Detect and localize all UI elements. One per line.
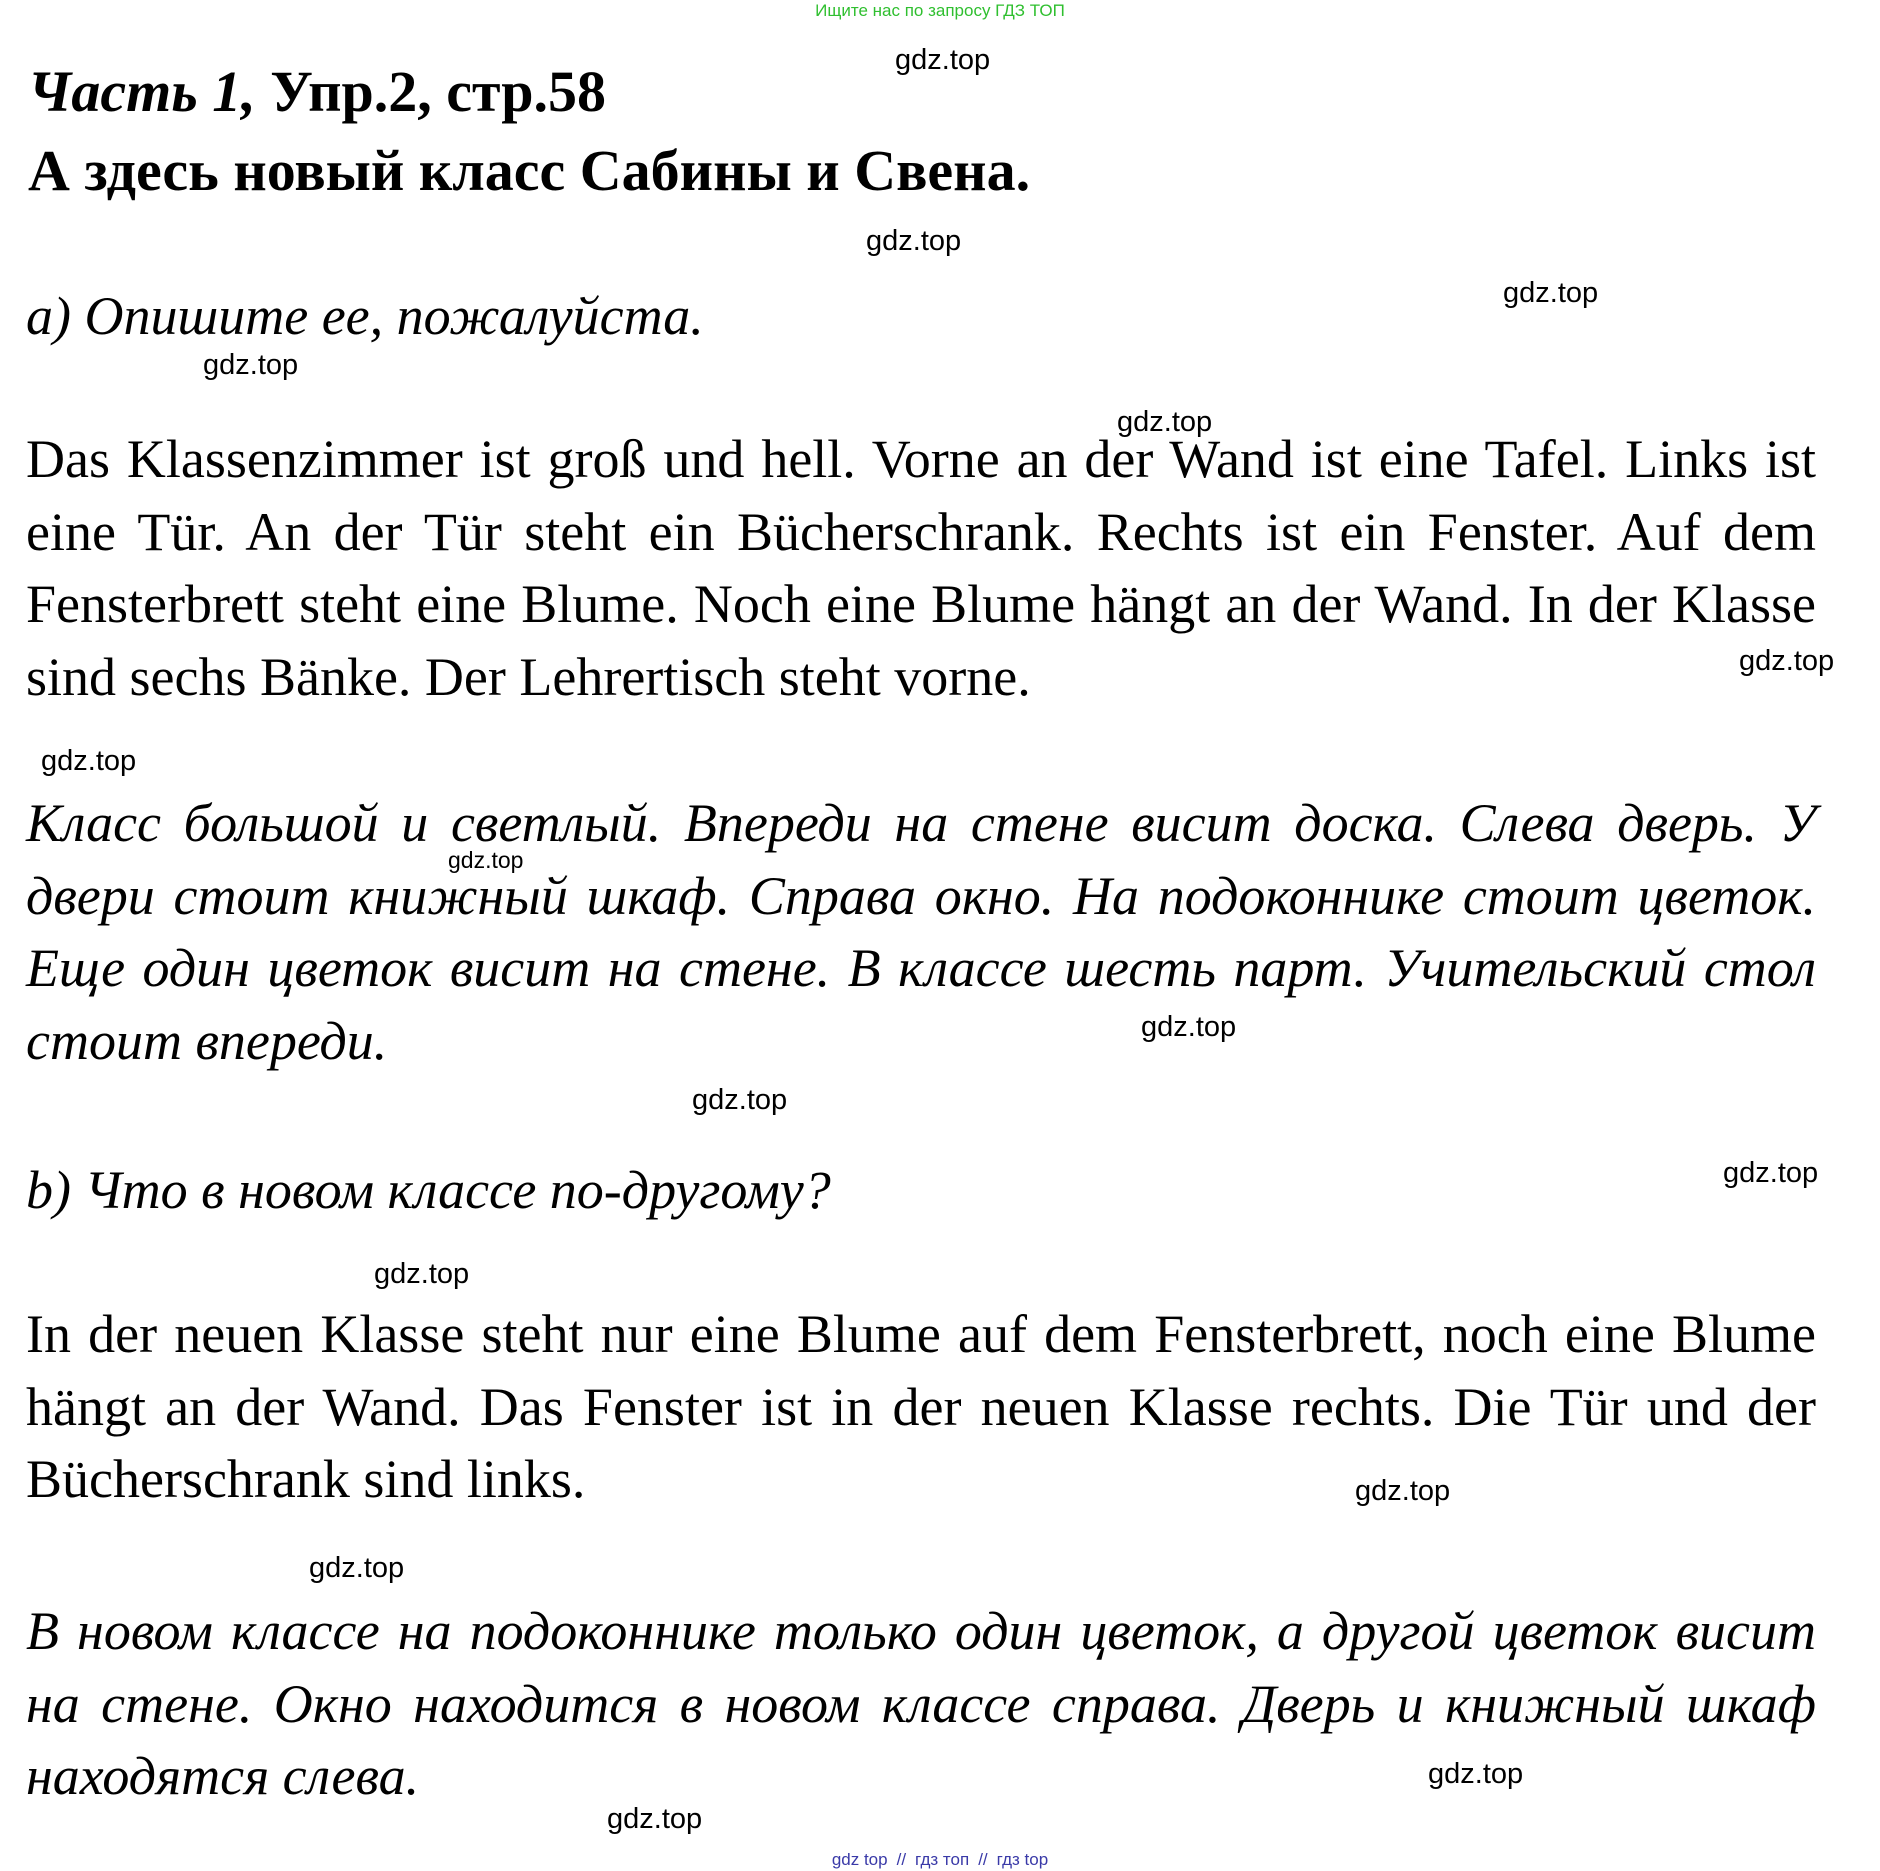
watermark: gdz.top (1355, 1475, 1451, 1507)
watermark: gdz.top (1117, 406, 1213, 438)
title-exercise: Упр.2, стр.58 (255, 59, 606, 124)
watermark: gdz.top (895, 44, 991, 76)
footer-separator: // (896, 1850, 907, 1869)
task-b-answer-russian: В новом классе на подоконнике только один цветок, а другой цветок висит на стене. Окно находится в новом классе справа. Дверь и книжный шкаф находятся слева. (26, 1601, 1816, 1806)
page-title (28, 56, 606, 128)
footer-link[interactable]: gdz top (831, 1850, 888, 1869)
watermark: gdz.top (41, 745, 137, 777)
footer-link[interactable]: гдз top (996, 1850, 1049, 1869)
title-part: Часть 1, (28, 59, 256, 124)
task-b-question: b) Что в новом классе по-другому? (26, 1160, 831, 1220)
search-hint-banner: Ищите нас по запросу ГДЗ ТОП (815, 1, 1065, 20)
task-a-answer-german: Das Klassenzimmer ist groß und hell. Vorne an der Wand ist eine Tafel. Links ist eine Tür. An der Tür steht ein Bücherschrank. Rechts ist ein Fenster. Auf dem Fensterbrett steht eine Blume. Noch eine Blume hängt an der Wand. In der Klasse sind sechs Bänke. Der Lehrertisch steht vorne. (26, 429, 1816, 707)
watermark: gdz.top (692, 1084, 788, 1116)
task-a-answer-russian: Класс большой и светлый. Впереди на стене висит доска. Слева дверь. У двери стоит книжный шкаф. Справа окно. На подоконнике стоит цветок. Еще один цветок висит на стене. В классе шесть парт. Учительский стол стоит впереди. (26, 793, 1816, 1071)
watermark: gdz.top (448, 847, 524, 873)
task-b-answer-german: In der neuen Klasse steht nur eine Blume auf dem Fensterbrett, noch eine Blume hängt an der Wand. Das Fenster ist in der neuen Klasse rechts. Die Tür und der Bücherschrank sind links. (26, 1304, 1816, 1509)
watermark: gdz.top (1739, 645, 1835, 677)
footer-separator: // (978, 1850, 988, 1869)
footer-links (0, 1850, 1880, 1870)
watermark: gdz.top (1723, 1157, 1819, 1189)
watermark: gdz.top (1428, 1758, 1524, 1790)
watermark: gdz.top (866, 225, 962, 257)
watermark: gdz.top (1503, 277, 1599, 309)
page-subtitle: А здесь новый класс Сабины и Свена. (28, 138, 1031, 203)
watermark: gdz.top (309, 1552, 405, 1584)
watermark: gdz.top (607, 1803, 703, 1835)
task-a-question: a) Опишите ее, пожалуйста. (26, 286, 704, 346)
footer-link[interactable]: гдз топ (915, 1850, 970, 1869)
watermark: gdz.top (374, 1258, 470, 1290)
watermark: gdz.top (1141, 1011, 1237, 1043)
watermark: gdz.top (203, 349, 299, 381)
